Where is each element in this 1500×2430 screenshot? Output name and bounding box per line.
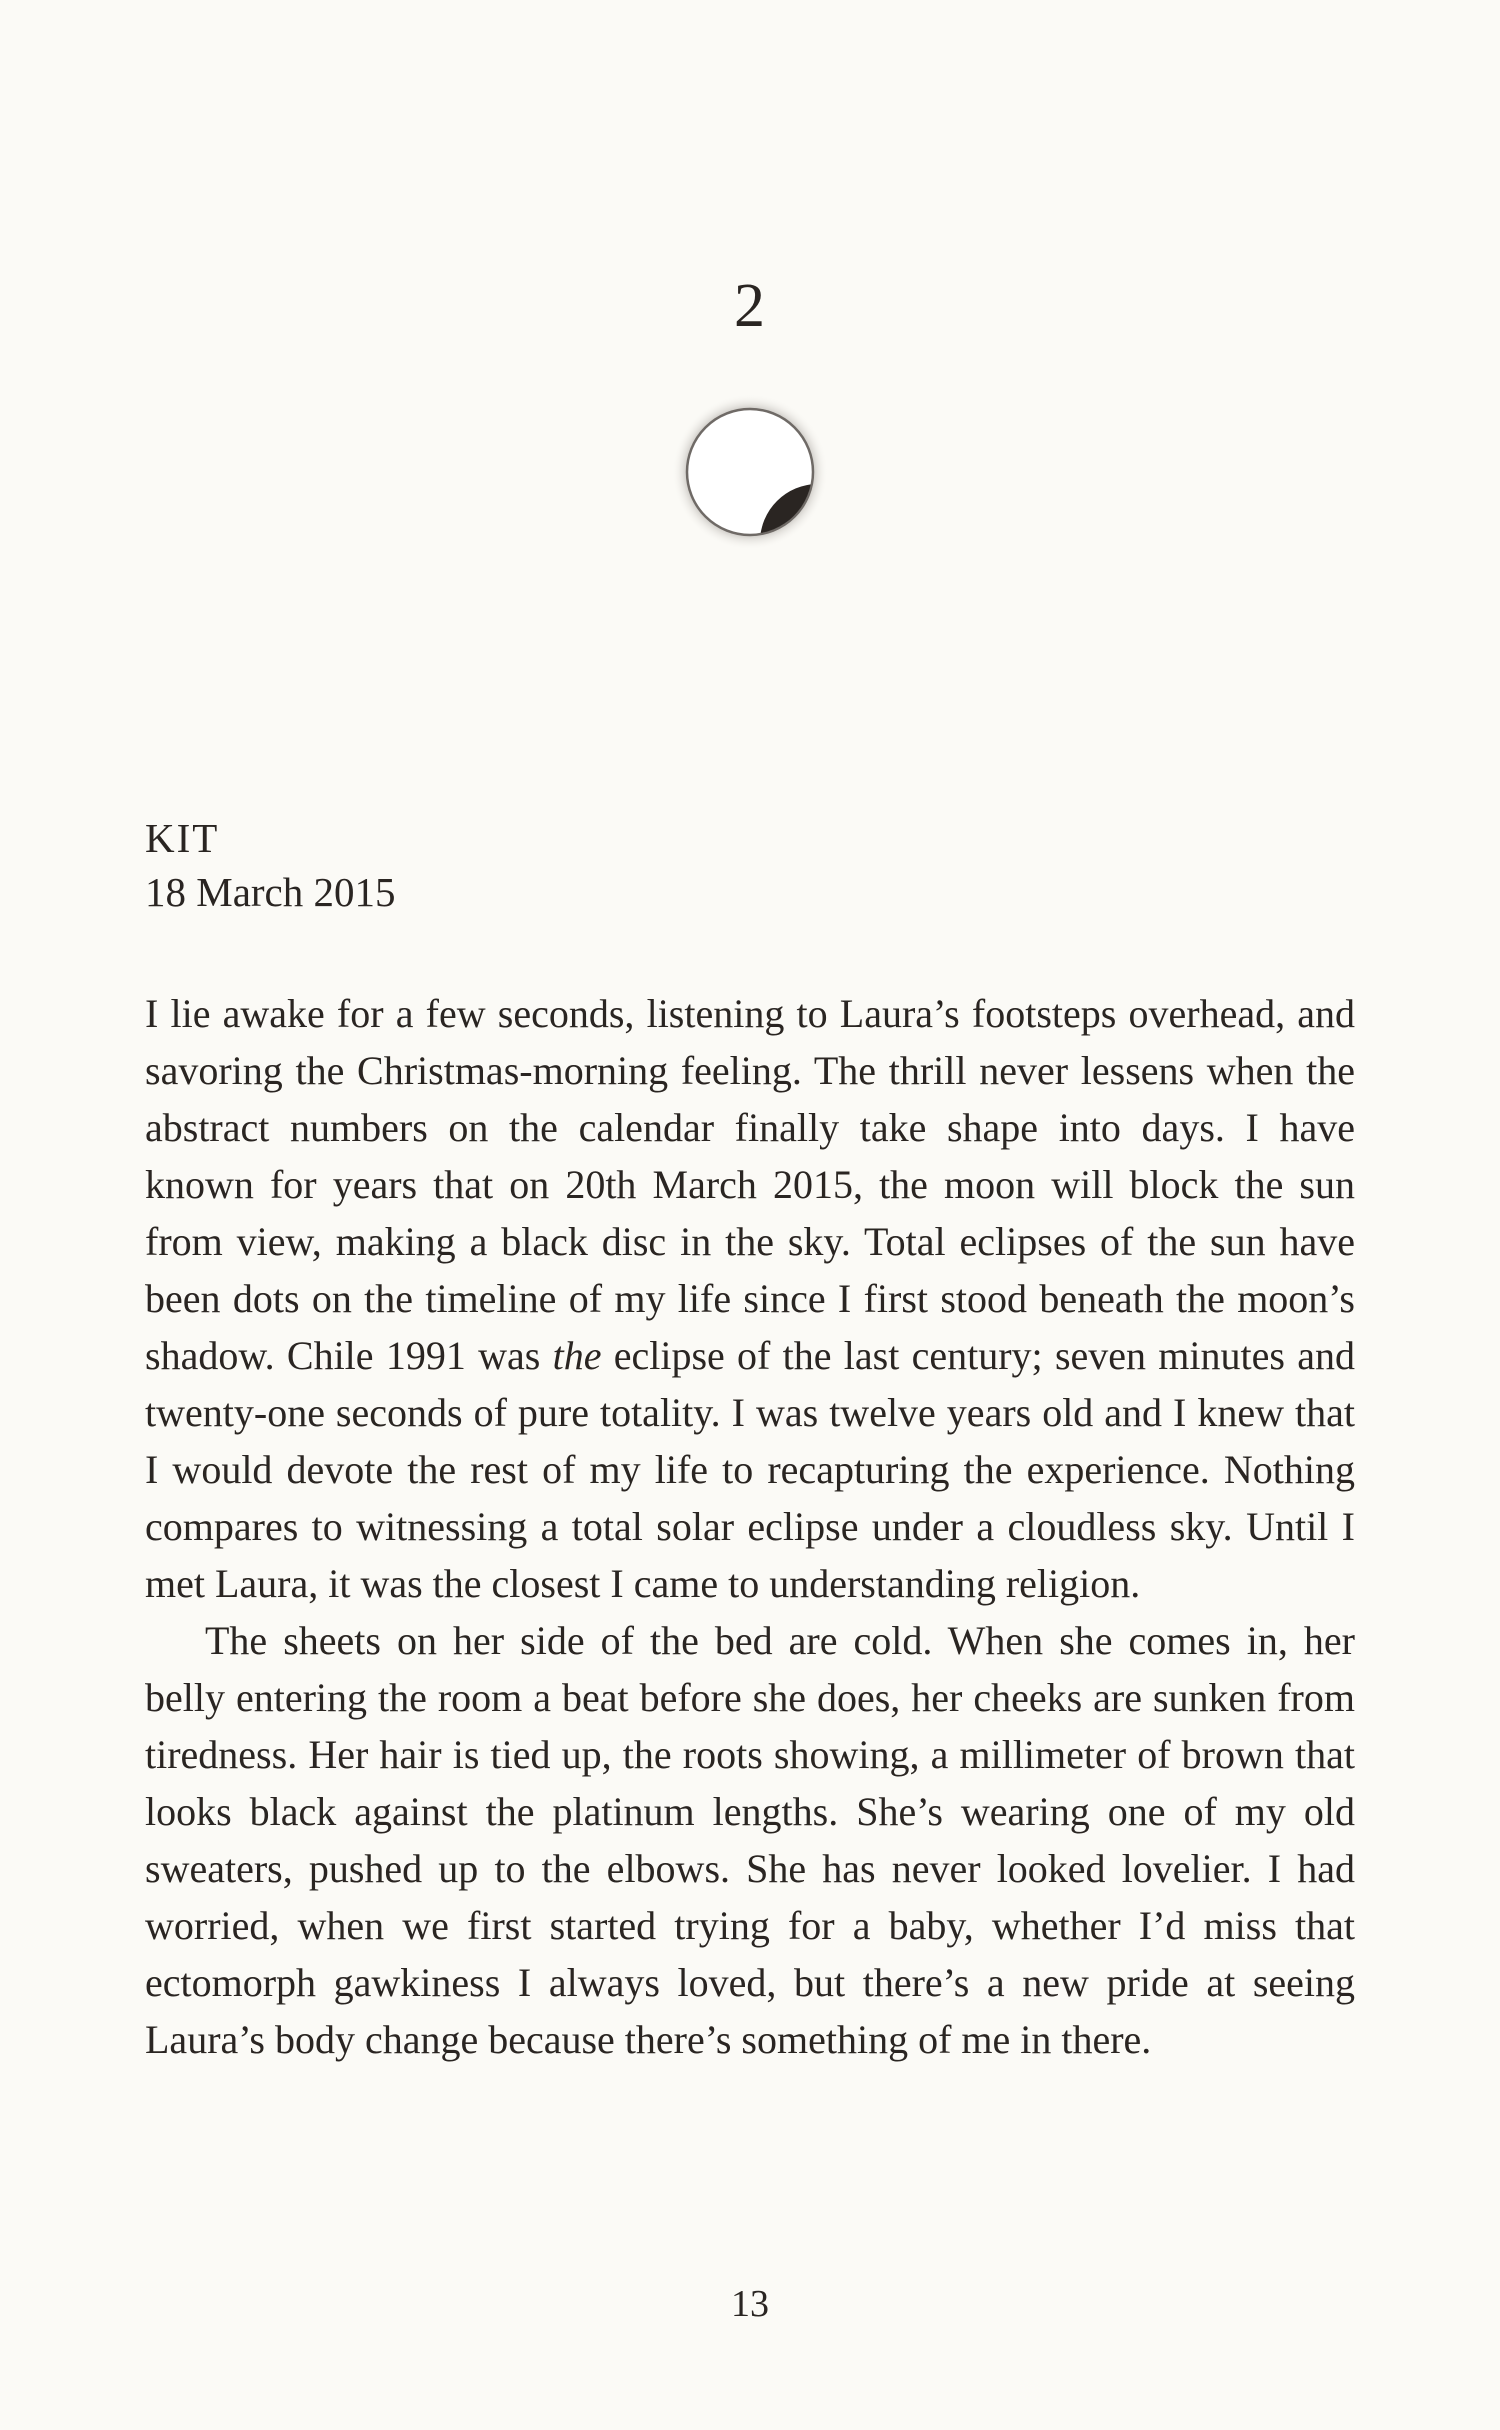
page-number: 13 — [731, 2283, 769, 2325]
narrator-name: KIT — [145, 815, 220, 861]
eclipse-icon — [670, 392, 830, 552]
paragraph-1-text-end: eclipse of the last century; seven minutes and twenty-one seconds of pure totality. I was twelve years old and I knew that I would devote the rest of my life to recapturing the experience. Nothing compares to witnessing a total solar eclipse under a cloudless sky. Until I met Laura, it was the closest I came to understanding religion. — [145, 1333, 1355, 1606]
paragraph-1 — [145, 985, 1355, 1612]
paragraph-1-emphasis: the — [552, 1333, 602, 1378]
paragraph-1-text-start: I lie awake for a few seconds, listening to Laura’s footsteps overhead, and savoring the Christmas-morning feeling. The thrill never lessens when the abstract numbers on the calendar finally take shape into days. I have known for years that on 20th March 2015, the moon will block the sun from view, making a black disc in the sky. Total eclipses of the sun have been dots on the timeline of my life since I first stood beneath the moon’s shadow. Chile 1991 was — [145, 991, 1355, 1378]
entry-date: 18 March 2015 — [145, 869, 396, 915]
body-text — [145, 985, 1355, 2068]
paragraph-2: The sheets on her side of the bed are cold. When she comes in, her belly entering the room a beat before she does, her cheeks are sunken from tiredness. Her hair is tied up, the roots showing, a millimeter of brown that looks black against the platinum lengths. She’s wearing one of my old sweaters, pushed up to the elbows. She has never looked lovelier. I had worried, when we first started trying for a baby, whether I’d miss that ectomorph gawkiness I always loved, but there’s a new pride at seeing Laura’s body change because there’s something of me in there. — [145, 1618, 1355, 2062]
chapter-number: 2 — [734, 272, 766, 340]
